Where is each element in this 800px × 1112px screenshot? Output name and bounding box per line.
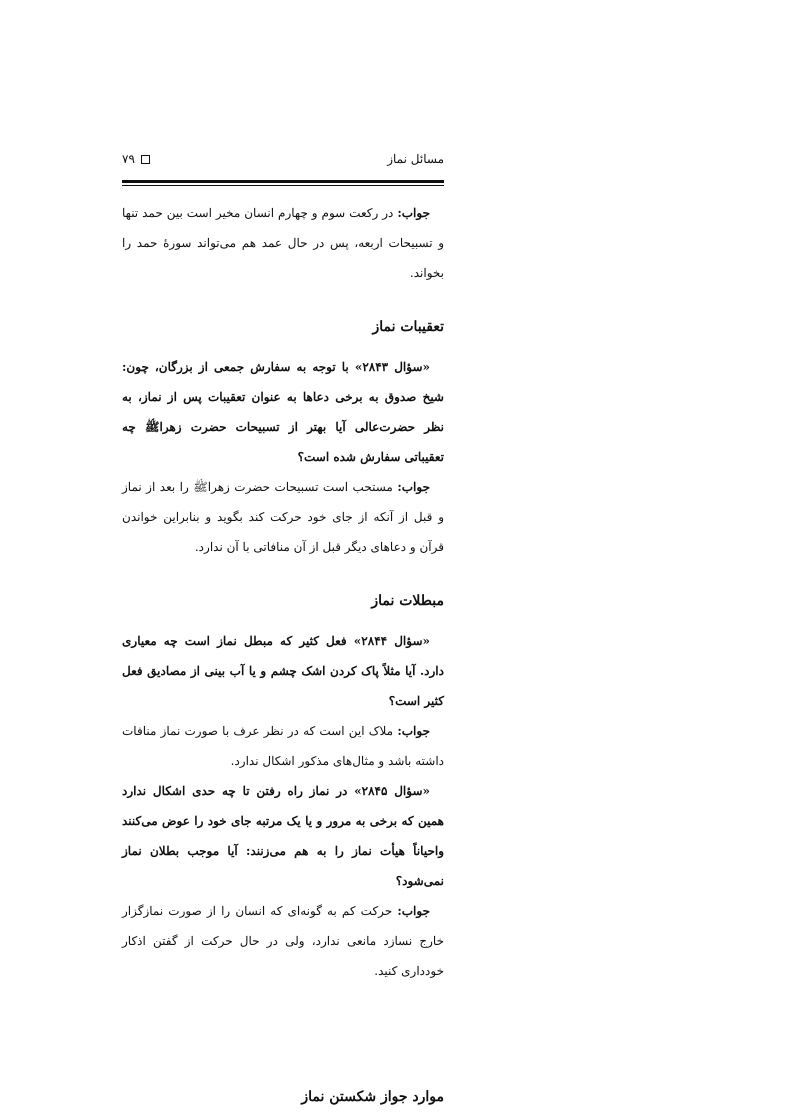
answer-text: حرکت کم به گونه‌ای که انسان را از صورت نمازگزار خارج نسازد مانعی ندارد، ولی در حال حرکت از گفتن اذکار خودداری کنید.	[122, 904, 444, 978]
answer-label: جواب:	[397, 206, 430, 220]
header-rule-thin	[122, 185, 444, 186]
intro-answer	[122, 198, 444, 288]
page-header	[122, 152, 444, 174]
section-heading-next: موارد جواز شکستن نماز	[301, 1089, 444, 1105]
running-title: مسائل نماز	[387, 152, 444, 166]
section-heading-mubtilat: مبطلات نماز	[371, 593, 444, 609]
page-number-group	[122, 152, 150, 166]
page-number: ۷۹	[122, 152, 135, 166]
answer-2845	[122, 896, 444, 986]
square-box-icon	[141, 155, 150, 164]
answer-label: جواب:	[397, 480, 430, 494]
answer-text: ملاک این است که در نظر عرف با صورت نماز منافات داشته باشد و مثال‌های مذکور اشکال ندارد.	[122, 724, 444, 768]
answer-2844	[122, 716, 444, 776]
question-2845: «سؤال ۲۸۴۵» در نماز راه رفتن تا چه حدی اشکال ندارد همین که برخی به مرور و یا یک مرتبه جای خود را عوض می‌کنند واحیاناً هیأت نماز را به هم می‌زنند: آیا موجب بطلان نماز نمی‌شود؟	[122, 784, 444, 888]
answer-label: جواب:	[397, 724, 430, 738]
answer-text: مستحب است تسبیحات حضرت زهراﷺ را بعد از نماز و قبل از آنکه از جای خود حرکت کند بگوید و بنابراین خواندن قرآن و دعاهای دیگر قبل از آن منافاتی با آن ندارد.	[122, 480, 444, 554]
question-2843: «سؤال ۲۸۴۳» با توجه به سفارش جمعی از بزرگان، چون: شیخ صدوق به برخی دعاها به عنوان تعقیبات پس از نماز، به نظر حضرت‌عالی آیا بهتر از تسبیحات حضرت زهراﷺ چه تعقیباتی سفارش شده است؟	[122, 360, 444, 464]
section-heading-taqibat: تعقیبات نماز	[372, 319, 444, 335]
answer-2843	[122, 472, 444, 562]
page-body	[122, 198, 444, 986]
answer-label: جواب:	[397, 904, 430, 918]
question-2844: «سؤال ۲۸۴۴» فعل کثیر که مبطل نماز است چه معیاری دارد. آیا مثلاً پاک کردن اشک چشم و یا آب بینی از مصادیق فعل کثیر است؟	[122, 634, 444, 708]
answer-text: در رکعت سوم و چهارم انسان مخیر است بین حمد تنها و تسبیحات اربعه، پس در حال عمد هم می‌تواند سورهٔ حمد را بخواند.	[122, 206, 444, 280]
header-rule-thick	[122, 180, 444, 183]
